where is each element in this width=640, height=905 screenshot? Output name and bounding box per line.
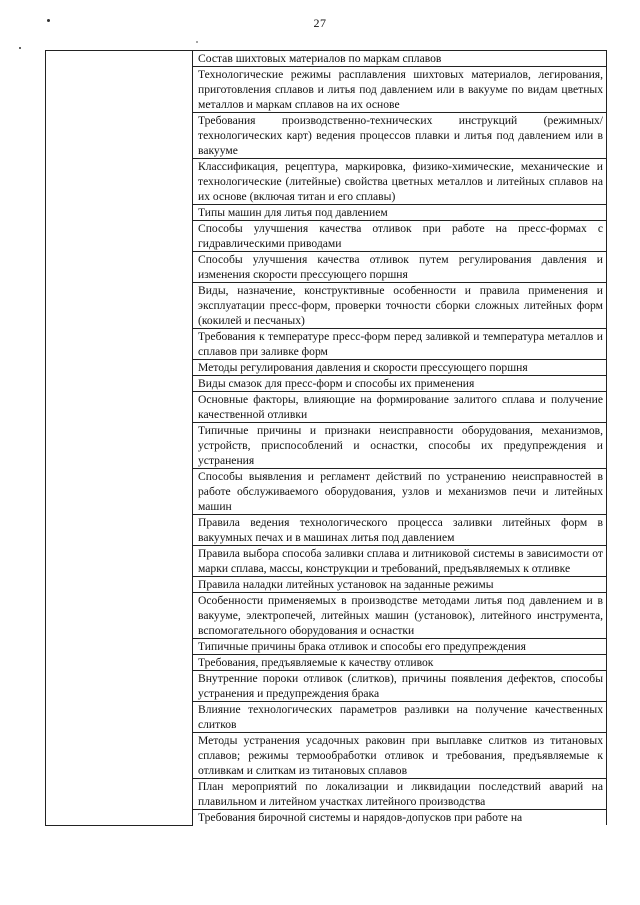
- page-number: 27: [313, 16, 327, 30]
- table-cell: Требования производственно-технических инструкций (режимных/технологических карт) ведения процессов плавки и литья под давлением или в вакууме: [193, 113, 607, 159]
- table-cell: Методы регулирования давления и скорости прессующего поршня: [193, 360, 607, 376]
- scan-speck: [47, 19, 50, 22]
- table-cell: Виды смазок для пресс-форм и способы их применения: [193, 376, 607, 392]
- table-cell: Влияние технологических параметров разливки на получение качественных слитков: [193, 702, 607, 733]
- table-row: [46, 51, 607, 67]
- table-cell: Особенности применяемых в производстве методами литья под давлением и в вакууме, электропечей, литейных машин (установок), литейного инструмента, вспомогательного оборудования и оснастки: [193, 593, 607, 639]
- table-cell: Требования, предъявляемые к качеству отливок: [193, 655, 607, 671]
- table-cell: Способы улучшения качества отливок путем регулирования давления и изменения скорости прессующего поршня: [193, 252, 607, 283]
- table-cell: Методы устранения усадочных раковин при выплавке слитков из титановых сплавов; режимы термообработки отливок и требования, предъявляемые к отливкам и слиткам из титановых сплавов: [193, 733, 607, 779]
- table-cell: Требования бирочной системы и нарядов-допусков при работе на: [193, 810, 607, 826]
- table-cell: Способы улучшения качества отливок при работе на пресс-формах с гидравлическими приводами: [193, 221, 607, 252]
- scan-speck: [196, 41, 198, 43]
- requirements-table: [45, 50, 607, 826]
- table-cell: Правила ведения технологического процесса заливки литейных форм в вакуумных печах и в машинах литья под давлением: [193, 515, 607, 546]
- table-cell: Правила выбора способа заливки сплава и литниковой системы в зависимости от марки сплава, массы, конструкции и требований, предъявляемых к отливке: [193, 546, 607, 577]
- table-cell: План мероприятий по локализации и ликвидации последствий аварий на плавильном и литейном участках литейного производства: [193, 779, 607, 810]
- table-cell: Основные факторы, влияющие на формирование залитого сплава и получение качественной отливки: [193, 392, 607, 423]
- empty-left-column: [46, 51, 193, 826]
- table-cell: Классификация, рецептура, маркировка, физико-химические, механические и технологические (литейные) свойства цветных металлов и литейных сплавов на их основе (включая титан и его сплавы): [193, 159, 607, 205]
- table-cell: Состав шихтовых материалов по маркам сплавов: [193, 51, 607, 67]
- table-cell: Типичные причины брака отливок и способы его предупреждения: [193, 639, 607, 655]
- scan-speck: [19, 47, 21, 49]
- table-cell: Типы машин для литья под давлением: [193, 205, 607, 221]
- table-cell: Внутренние пороки отливок (слитков), причины появления дефектов, способы устранения и предупреждения брака: [193, 671, 607, 702]
- table-cell: Способы выявления и регламент действий по устранению неисправностей в работе обслуживаемого оборудования, узлов и механизмов печи и литейных машин: [193, 469, 607, 515]
- table-cell: Технологические режимы расплавления шихтовых материалов, легирования, приготовления сплавов и литья под давлением или в вакууме по видам цветных металлов и маркам сплавов на их основе: [193, 67, 607, 113]
- table-cell: Виды, назначение, конструктивные особенности и правила применения и эксплуатации пресс-форм, проверки точности сборки сложных литейных форм (кокилей и песчаных): [193, 283, 607, 329]
- table-cell: Типичные причины и признаки неисправности оборудования, механизмов, устройств, приспособлений и оснастки, способы их предупреждения и устранения: [193, 423, 607, 469]
- table-cell: Правила наладки литейных установок на заданные режимы: [193, 577, 607, 593]
- table-cell: Требования к температуре пресс-форм перед заливкой и температура металлов и сплавов при заливке форм: [193, 329, 607, 360]
